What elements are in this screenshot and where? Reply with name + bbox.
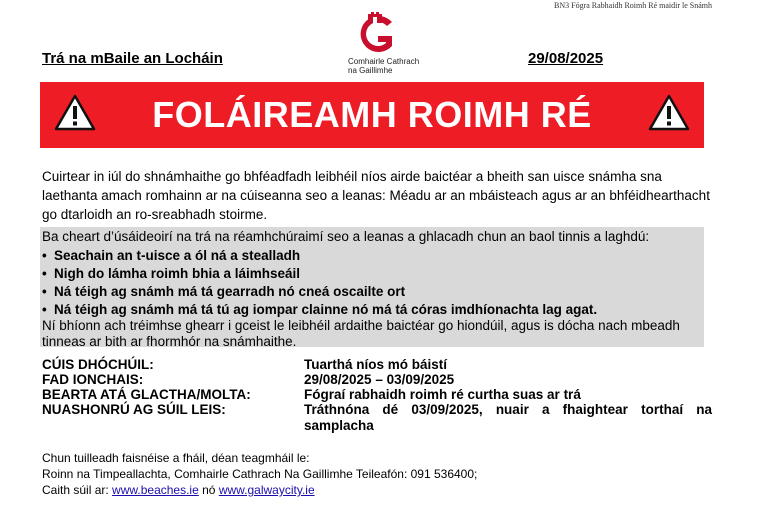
details-row <box>42 402 712 433</box>
advice-box <box>40 227 704 347</box>
galwaycity-link[interactable]: www.galwaycity.ie <box>218 483 315 497</box>
details-label: CÚIS DHÓCHÚIL: <box>42 357 154 372</box>
contact-links-prefix: Caith súil ar: <box>42 483 109 497</box>
details-row <box>42 372 712 387</box>
advice-list <box>42 247 597 319</box>
details-value: Fógraí rabhaidh roimh ré curtha suas ar trá <box>304 387 581 402</box>
details-value: Tráthnóna dé 03/09/2025, nuair a fhaightear torthaí na samplacha <box>304 402 712 433</box>
beach-name: Trá na mBaile an Locháin <box>42 50 223 67</box>
beaches-link[interactable]: www.beaches.ie <box>112 483 199 497</box>
galway-city-logo-icon <box>352 12 398 56</box>
logo-line-1: Comhairle Cathrach <box>348 57 420 66</box>
warning-triangle-icon <box>648 94 690 132</box>
contact-block <box>42 450 477 498</box>
logo-line-2: na Gaillimhe <box>348 66 393 75</box>
details-row <box>42 357 712 372</box>
document-reference: BN3 Fógra Rabhaidh Roimh Ré maidir le Snámh <box>554 1 712 10</box>
details-value: Tuarthá níos mó báistí <box>304 357 448 372</box>
details-label: NUASHONRÚ AG SÚIL LEIS: <box>42 402 226 417</box>
details-table <box>42 357 712 433</box>
advice-lead: Ba cheart d’úsáideoirí na trá na réamhchúraimí seo a leanas a ghlacadh chun an baol tinnis a laghdú: <box>42 229 650 244</box>
intro-paragraph: Cuirtear in iúl do shnámhaithe go bhféadfadh leibhéil níos airde baictéar a bheith san uisce snámha sna laethanta amach romhainn ar na cúiseanna seo a leanas: Méadu ar an mbáisteach agus ar an bhféidhearthacht go dtarloidh an ro-sreabhadh stoirme. <box>42 169 710 222</box>
council-logo <box>344 12 444 76</box>
banner-title: FOLÁIREAMH ROIMH RÉ <box>152 94 592 135</box>
list-item: • Nigh do lámha roimh bhia a láimhseáil <box>42 265 597 283</box>
contact-line-1: Chun tuilleadh faisnéise a fháil, déan teagmháil le: <box>42 451 310 465</box>
contact-links-line <box>42 482 477 498</box>
details-value: 29/08/2025 – 03/09/2025 <box>304 372 455 387</box>
details-label: BEARTA ATÁ GLACTHA/MOLTA: <box>42 387 251 402</box>
contact-links-joiner: nó <box>202 483 216 497</box>
list-item: • Ná téigh ag snámh má tá tú ag iompar clainne nó má tá córas imdhíonachta lag agat. <box>42 301 597 319</box>
list-item: • Ná téigh ag snámh má tá gearradh nó cneá oscailte ort <box>42 283 597 301</box>
details-label: FAD IONCHAIS: <box>42 372 144 387</box>
warning-banner <box>40 82 704 148</box>
contact-line-2: Roinn na Timpeallachta, Comhairle Cathrach Na Gaillimhe Teileafón: 091 536400; <box>42 467 478 481</box>
notice-date: 29/08/2025 <box>528 50 604 67</box>
details-row <box>42 387 712 402</box>
advice-note: Ní bhíonn ach tréimhse ghearr i gceist le leibhéil ardaithe baictéar go hiondúil, agus is dócha nach mbeadh tinneas ar bith ar fhormhór na snámhaithe. <box>42 318 680 349</box>
list-item: • Seachain an t-uisce a ól ná a stealladh <box>42 247 597 265</box>
